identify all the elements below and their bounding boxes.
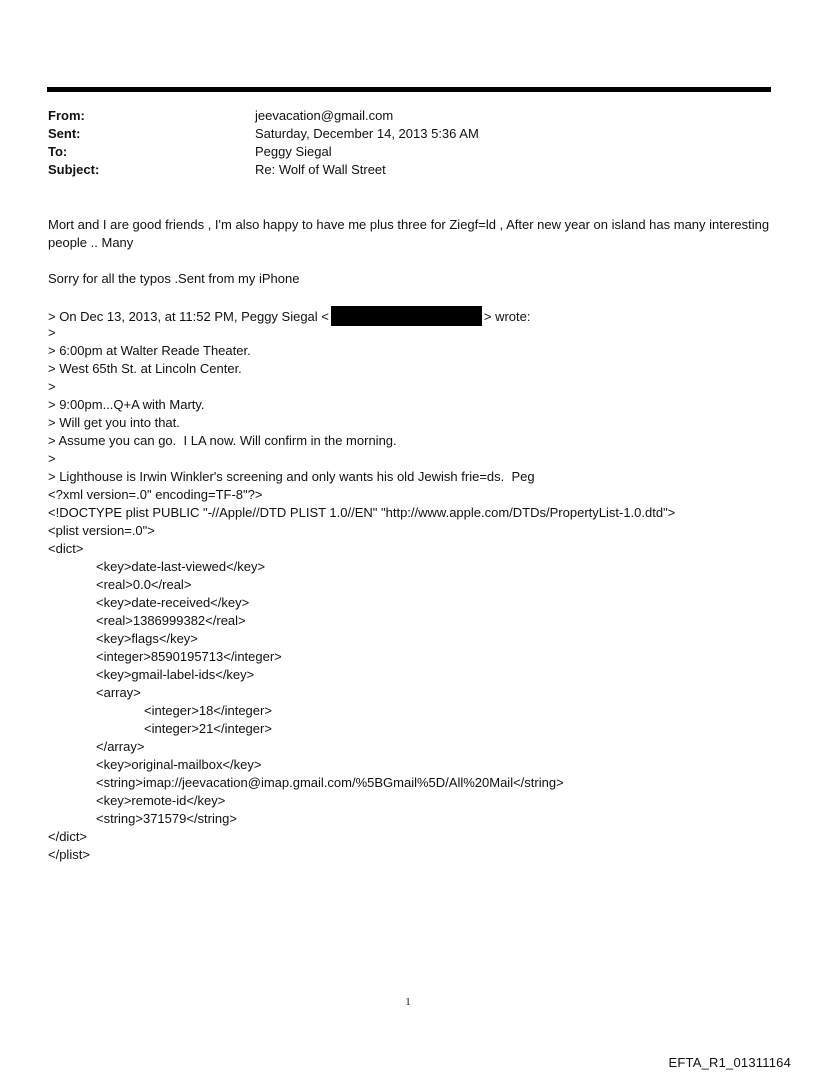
plist-line: <key>date-received</key> — [96, 595, 250, 610]
sent-label: Sent: — [48, 126, 81, 141]
plist-doctype: <!DOCTYPE plist PUBLIC "-//Apple//DTD PLIST 1.0//EN" "http://www.apple.com/DTDs/PropertyList-1.0.dtd"> — [48, 505, 676, 520]
quoted-line: > 9:00pm...Q+A with Marty. — [48, 397, 205, 412]
plist-line: <key>date-last-viewed</key> — [96, 559, 266, 574]
plist-xml-decl: <?xml version=.0" encoding=TF-8"?> — [48, 487, 263, 502]
plist-line: <real>1386999382</real> — [96, 613, 246, 628]
quoted-line: > — [48, 451, 56, 466]
subject-row — [48, 161, 479, 179]
quoted-line: > Lighthouse is Irwin Winkler's screening and only wants his old Jewish frie=ds. Peg — [48, 469, 535, 484]
quoted-line: > Assume you can go. I LA now. Will confirm in the morning. — [48, 433, 397, 448]
plist-close: </plist> — [48, 847, 90, 862]
plist-line: <key>remote-id</key> — [96, 793, 226, 808]
page-number: 1 — [405, 996, 411, 1008]
quote-intro-after: > wrote: — [483, 309, 531, 324]
quoted-line: > 6:00pm at Walter Reade Theater. — [48, 343, 251, 358]
subject-label: Subject: — [48, 162, 100, 177]
to-value: Peggy Siegal — [255, 144, 332, 159]
email-body — [48, 216, 773, 864]
subject-value: Re: Wolf of Wall Street — [255, 162, 386, 177]
plist-line: <real>0.0</real> — [96, 577, 192, 592]
to-label: To: — [48, 144, 68, 159]
from-label: From: — [48, 108, 85, 123]
from-row — [48, 107, 479, 125]
body-paragraph-1: Mort and I are good friends , I'm also happy to have me plus three for Ziegf=ld , After new year on island has many interesting people .. Many — [48, 217, 770, 250]
plist-line: <array> — [96, 685, 141, 700]
plist-line: <integer>8590195713</integer> — [96, 649, 282, 664]
dict-close: </dict> — [48, 829, 88, 844]
plist-line: <key>gmail-label-ids</key> — [96, 667, 255, 682]
plist-line: <key>original-mailbox</key> — [96, 757, 262, 772]
sent-value: Saturday, December 14, 2013 5:36 AM — [255, 126, 479, 141]
from-value: jeevacation@gmail.com — [255, 108, 394, 123]
quoted-line: > — [48, 379, 56, 394]
plist-line: <string>imap://jeevacation@imap.gmail.com/%5BGmail%5D/All%20Mail</string> — [96, 775, 564, 790]
sent-row — [48, 125, 479, 143]
bates-stamp: EFTA_R1_01311164 — [668, 1055, 791, 1070]
plist-array-item: <integer>18</integer> — [144, 703, 272, 718]
plist-line: <key>flags</key> — [96, 631, 198, 646]
plist-line: </array> — [96, 739, 145, 754]
quoted-line: > West 65th St. at Lincoln Center. — [48, 361, 242, 376]
quoted-line: > Will get you into that. — [48, 415, 180, 430]
plist-open: <plist version=.0"> — [48, 523, 155, 538]
plist-array-item: <integer>21</integer> — [144, 721, 272, 736]
quoted-line: > — [48, 325, 56, 340]
header-rule — [47, 87, 771, 92]
plist-line: <string>371579</string> — [96, 811, 237, 826]
quote-intro-before: > On Dec 13, 2013, at 11:52 PM, Peggy Siegal < — [48, 309, 329, 324]
email-header — [48, 107, 479, 179]
dict-open: <dict> — [48, 541, 84, 556]
quote-intro — [48, 306, 773, 324]
redaction-box — [331, 306, 482, 326]
body-paragraph-2: Sorry for all the typos .Sent from my iPhone — [48, 271, 300, 286]
to-row — [48, 143, 479, 161]
